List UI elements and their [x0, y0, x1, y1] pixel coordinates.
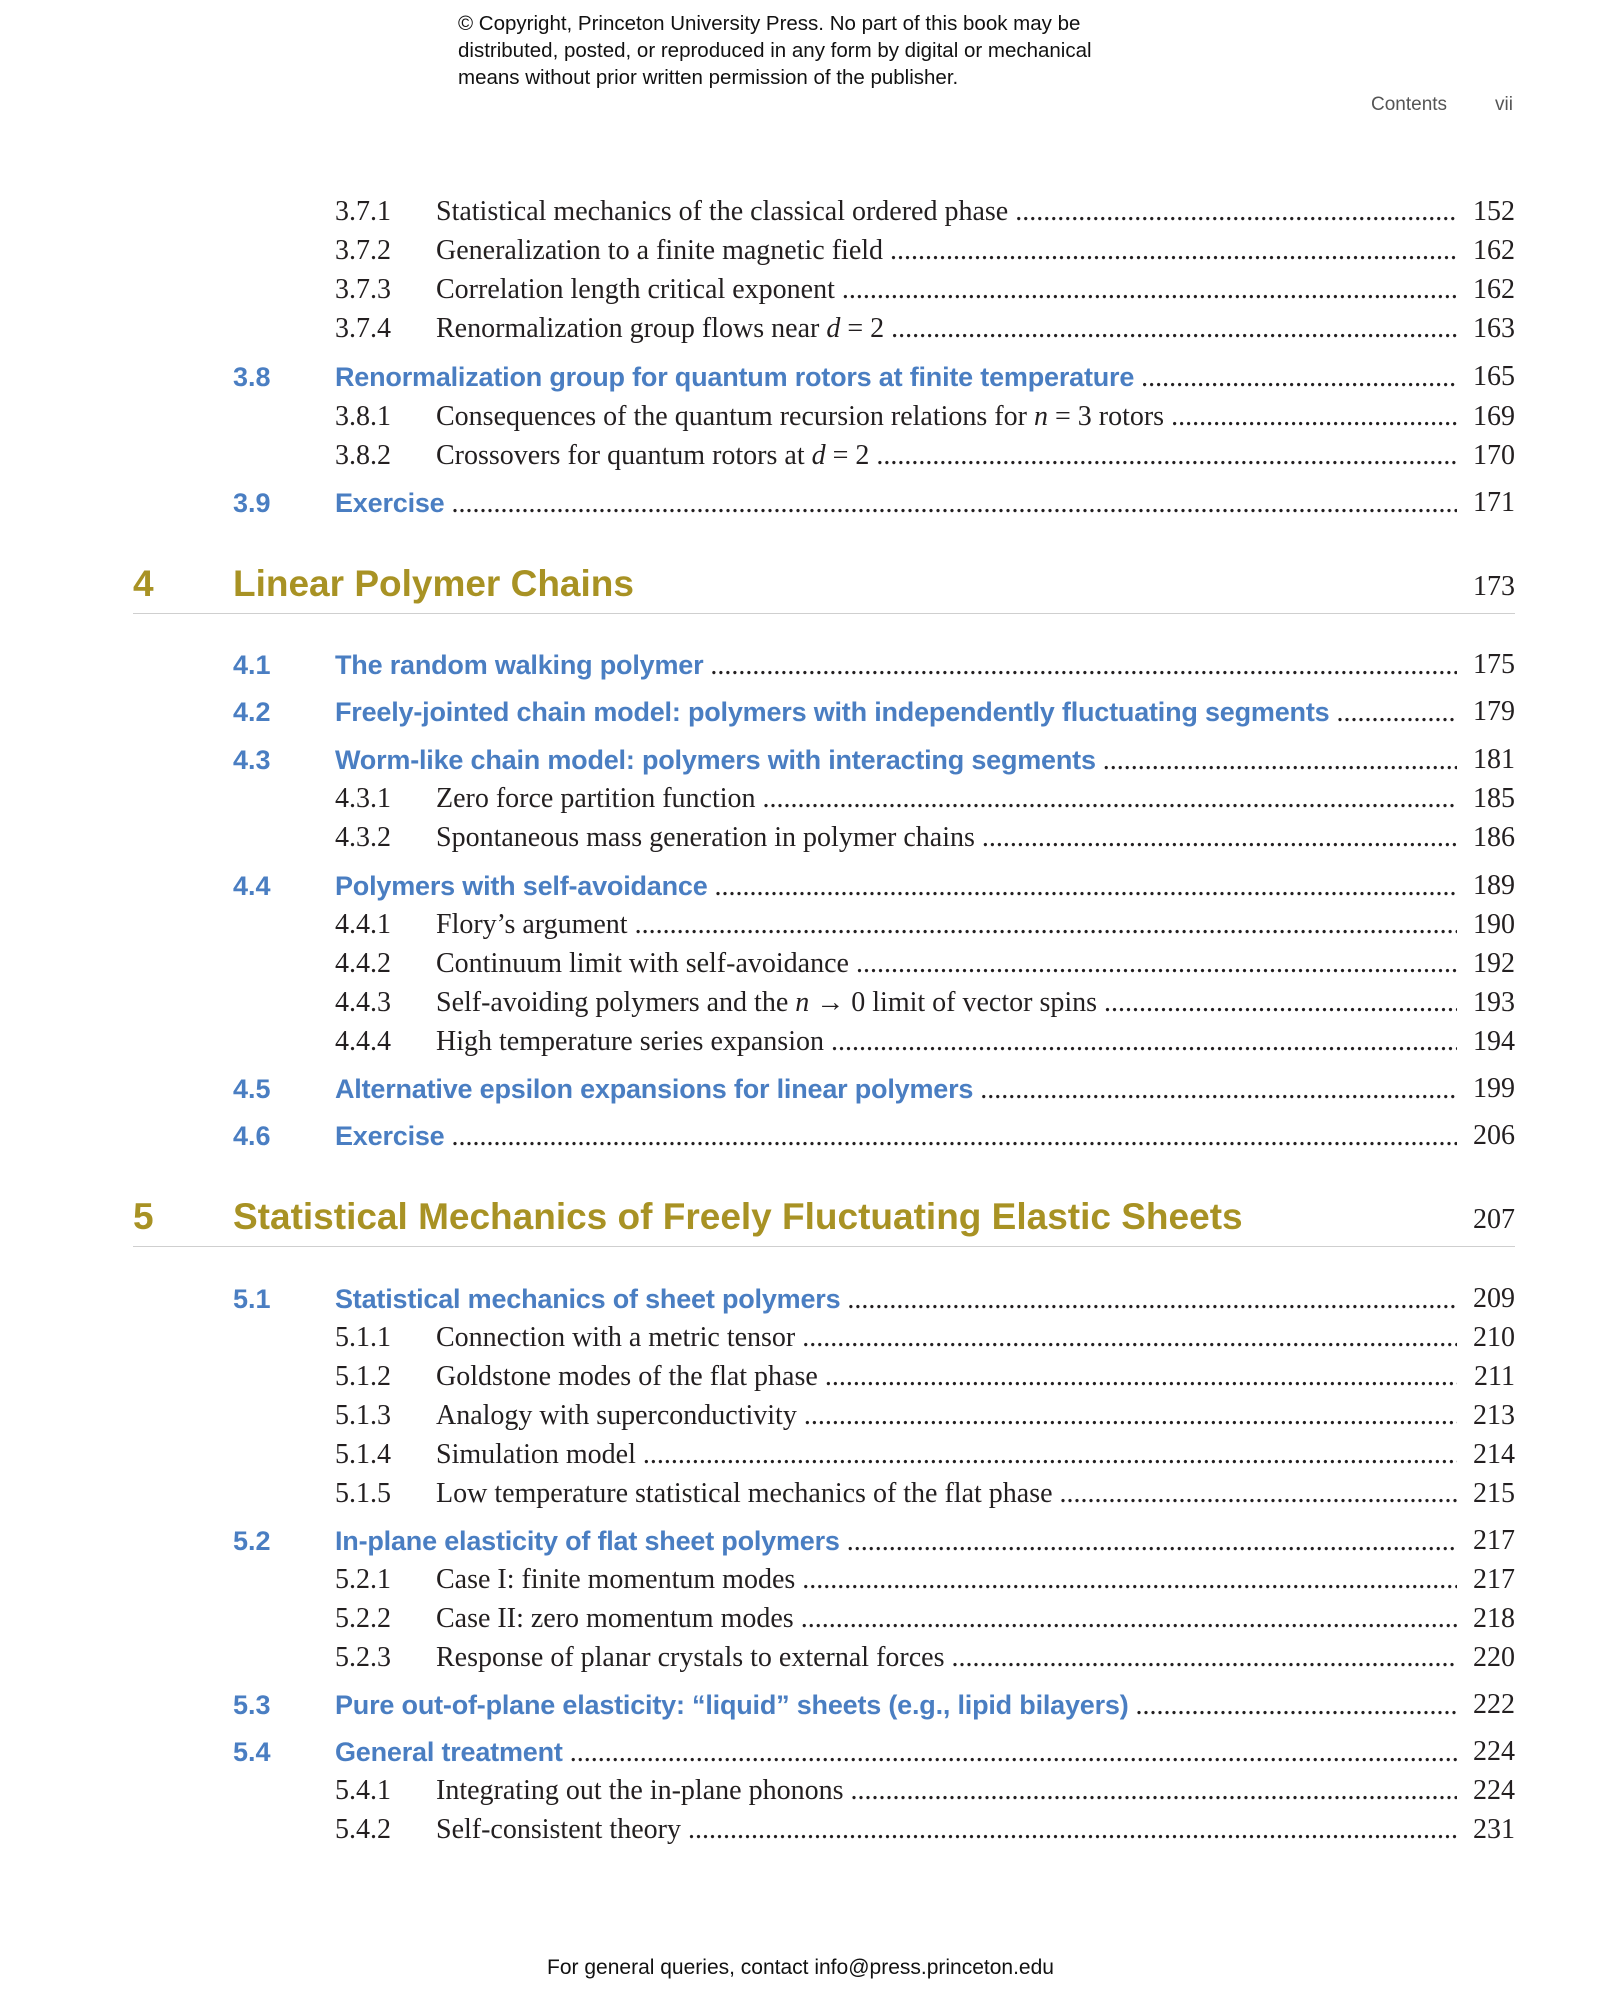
- footer-contact: For general queries, contact info@press.princeton.edu: [547, 1956, 1054, 1979]
- page-ref: 193: [1473, 987, 1515, 1018]
- title-text: → 0 limit of vector spins: [809, 987, 1098, 1018]
- toc-section[interactable]: [233, 1732, 1515, 1772]
- page-ref: 186: [1473, 822, 1515, 853]
- page-ref: 206: [1473, 1120, 1515, 1151]
- section-number: 4.5: [233, 1074, 271, 1104]
- title-text: = 3 rotors: [1047, 401, 1165, 432]
- toc-subsection[interactable]: [335, 1396, 1515, 1436]
- toc-section[interactable]: [233, 1069, 1515, 1109]
- chapter-title: Statistical Mechanics of Freely Fluctuating Elastic Sheets: [233, 1196, 1243, 1237]
- section-title: Exercise .....: [335, 483, 1457, 523]
- subsection-title: Response of planar crystals to external forces .....: [436, 1638, 1457, 1678]
- page-ref: 173: [1473, 571, 1515, 602]
- page-ref: 170: [1473, 440, 1515, 471]
- page-ref: 179: [1473, 696, 1515, 727]
- toc-subsection[interactable]: [335, 436, 1515, 476]
- subsection-title: Connection with a metric tensor .....: [436, 1318, 1457, 1358]
- running-title: Contents: [1371, 94, 1448, 115]
- subsection-number: 5.4.1: [335, 1775, 391, 1806]
- toc-subsection[interactable]: [335, 1771, 1515, 1811]
- section-number: 4.3: [233, 745, 271, 775]
- page-ref: 209: [1473, 1283, 1515, 1314]
- toc-subsection[interactable]: [335, 309, 1515, 349]
- subsection-number: 5.1.3: [335, 1400, 391, 1431]
- toc-subsection[interactable]: [335, 818, 1515, 858]
- subsection-title: Self-consistent theory .....: [436, 1810, 1457, 1850]
- page-ref: 152: [1473, 196, 1515, 227]
- toc-subsection[interactable]: [335, 270, 1515, 310]
- page-number: vii: [1495, 94, 1513, 115]
- section-title: Renormalization group for quantum rotors at finite temperature .....: [335, 357, 1457, 397]
- section-title: Alternative epsilon expansions for linear polymers .....: [335, 1069, 1457, 1109]
- subsection-title: [436, 309, 1457, 349]
- section-title: Freely-jointed chain model: polymers with independently fluctuating segments .....: [335, 692, 1457, 732]
- toc-subsection[interactable]: [335, 1638, 1515, 1678]
- section-number: 4.2: [233, 697, 271, 727]
- section-number: 5.1: [233, 1284, 271, 1314]
- page-ref: 217: [1473, 1564, 1515, 1595]
- subsection-number: 5.4.2: [335, 1814, 391, 1845]
- subsection-title: Spontaneous mass generation in polymer chains .....: [436, 818, 1457, 858]
- page-ref: 211: [1474, 1361, 1515, 1392]
- chapter-number: 5: [133, 1196, 154, 1237]
- page-ref: 194: [1473, 1026, 1515, 1057]
- subsection-number: 4.4.1: [335, 909, 391, 940]
- page-ref: 181: [1473, 744, 1515, 775]
- section-title: The random walking polymer .....: [335, 645, 1457, 685]
- toc-subsection[interactable]: [335, 1474, 1515, 1514]
- toc-subsection[interactable]: [335, 192, 1515, 232]
- subsection-number: 4.4.4: [335, 1026, 391, 1057]
- subsection-title: Statistical mechanics of the classical ordered phase .....: [436, 192, 1457, 232]
- toc-chapter[interactable]: [133, 561, 1515, 614]
- subsection-number: 3.7.4: [335, 313, 391, 344]
- title-text: Self-avoiding polymers and the: [436, 987, 796, 1018]
- subsection-title: Flory’s argument .....: [436, 905, 1457, 945]
- subsection-title: [436, 436, 1457, 476]
- subsection-title: [436, 983, 1457, 1023]
- section-title: In-plane elasticity of flat sheet polymers .....: [335, 1521, 1457, 1561]
- section-number: 5.2: [233, 1526, 271, 1556]
- page-ref: 189: [1473, 870, 1515, 901]
- section-number: 3.8: [233, 362, 271, 392]
- toc-subsection[interactable]: [335, 1810, 1515, 1850]
- math-variable: n: [1033, 401, 1048, 432]
- page-ref: 190: [1473, 909, 1515, 940]
- toc-subsection[interactable]: [335, 1022, 1515, 1062]
- toc-subsection[interactable]: [335, 905, 1515, 945]
- section-title: Statistical mechanics of sheet polymers .....: [335, 1279, 1457, 1319]
- subsection-title: Case II: zero momentum modes .....: [436, 1599, 1457, 1639]
- subsection-number: 5.1.4: [335, 1439, 391, 1470]
- subsection-title: Goldstone modes of the flat phase .....: [436, 1357, 1457, 1397]
- subsection-title: Zero force partition function .....: [436, 779, 1457, 819]
- subsection-title: Case I: finite momentum modes .....: [436, 1560, 1457, 1600]
- subsection-number: 4.3.1: [335, 783, 391, 814]
- toc-subsection[interactable]: [335, 779, 1515, 819]
- subsection-title: Simulation model .....: [436, 1435, 1457, 1475]
- page-ref: 171: [1473, 487, 1515, 518]
- page-ref: 220: [1473, 1642, 1515, 1673]
- toc-section[interactable]: [233, 1521, 1515, 1561]
- chapter-title: Linear Polymer Chains: [233, 563, 634, 604]
- section-title: Pure out-of-plane elasticity: “liquid” sheets (e.g., lipid bilayers) .....: [335, 1685, 1457, 1725]
- page-ref: 231: [1473, 1814, 1515, 1845]
- page-ref: 214: [1473, 1439, 1515, 1470]
- running-head: [1371, 94, 1513, 116]
- section-title: Polymers with self-avoidance .....: [335, 866, 1457, 906]
- toc-subsection[interactable]: [335, 397, 1515, 437]
- section-number: 3.9: [233, 488, 271, 518]
- page-ref: 192: [1473, 948, 1515, 979]
- toc-section[interactable]: [233, 740, 1515, 780]
- page-ref: 165: [1473, 361, 1515, 392]
- math-variable: d: [811, 440, 826, 471]
- math-variable: n: [795, 987, 810, 1018]
- subsection-number: 5.1.1: [335, 1322, 391, 1353]
- section-number: 5.4: [233, 1737, 271, 1767]
- toc-section[interactable]: [233, 1116, 1515, 1156]
- toc-subsection[interactable]: [335, 231, 1515, 271]
- toc-subsection[interactable]: [335, 1318, 1515, 1358]
- subsection-title: High temperature series expansion .....: [436, 1022, 1457, 1062]
- page-ref: 224: [1473, 1736, 1515, 1767]
- subsection-number: 3.7.3: [335, 274, 391, 305]
- toc-subsection[interactable]: [335, 944, 1515, 984]
- toc-section[interactable]: [233, 866, 1515, 906]
- title-text: Crossovers for quantum rotors at: [436, 440, 812, 471]
- toc-section[interactable]: [233, 692, 1515, 732]
- copyright-line: © Copyright, Princeton University Press. No part of this book may be: [458, 12, 1081, 35]
- subsection-number: 3.8.2: [335, 440, 391, 471]
- page-ref: 163: [1473, 313, 1515, 344]
- subsection-number: 4.4.3: [335, 987, 391, 1018]
- page-ref: 217: [1473, 1525, 1515, 1556]
- chapter-number: 4: [133, 563, 154, 604]
- copyright-line: means without prior written permission of the publisher.: [458, 66, 959, 89]
- subsection-number: 4.3.2: [335, 822, 391, 853]
- page-ref: 210: [1473, 1322, 1515, 1353]
- subsection-number: 5.2.1: [335, 1564, 391, 1595]
- title-text: = 2: [840, 313, 885, 344]
- title-text: Consequences of the quantum recursion relations for: [436, 401, 1034, 432]
- page-ref: 207: [1473, 1204, 1515, 1235]
- subsection-number: 5.2.3: [335, 1642, 391, 1673]
- page-ref: 162: [1473, 235, 1515, 266]
- copyright-line: distributed, posted, or reproduced in any form by digital or mechanical: [458, 39, 1092, 62]
- page-ref: 169: [1473, 401, 1515, 432]
- section-title: Exercise .....: [335, 1116, 1457, 1156]
- toc-section[interactable]: [233, 357, 1515, 397]
- toc-subsection[interactable]: [335, 1599, 1515, 1639]
- subsection-number: 5.2.2: [335, 1603, 391, 1634]
- math-variable: d: [826, 313, 841, 344]
- toc-subsection[interactable]: [335, 1357, 1515, 1397]
- page-ref: 162: [1473, 274, 1515, 305]
- subsection-number: 3.8.1: [335, 401, 391, 432]
- subsection-title: Continuum limit with self-avoidance .....: [436, 944, 1457, 984]
- subsection-number: 3.7.1: [335, 196, 391, 227]
- toc-subsection[interactable]: [335, 1435, 1515, 1475]
- toc-subsection[interactable]: [335, 983, 1515, 1023]
- page-ref: 218: [1473, 1603, 1515, 1634]
- copyright-notice: [458, 10, 1178, 91]
- subsection-number: 3.7.2: [335, 235, 391, 266]
- page-ref: 199: [1473, 1073, 1515, 1104]
- page-ref: 213: [1473, 1400, 1515, 1431]
- toc-section[interactable]: [233, 1685, 1515, 1725]
- page-ref: 175: [1473, 649, 1515, 680]
- section-number: 4.4: [233, 871, 271, 901]
- section-title: Worm-like chain model: polymers with interacting segments .....: [335, 740, 1457, 780]
- subsection-number: 4.4.2: [335, 948, 391, 979]
- subsection-title: Integrating out the in-plane phonons .....: [436, 1771, 1457, 1811]
- subsection-title: Analogy with superconductivity .....: [436, 1396, 1457, 1436]
- section-number: 5.3: [233, 1690, 271, 1720]
- subsection-number: 5.1.5: [335, 1478, 391, 1509]
- page-ref: 222: [1473, 1689, 1515, 1720]
- toc-subsection[interactable]: [335, 1560, 1515, 1600]
- page-ref: 185: [1473, 783, 1515, 814]
- toc-chapter[interactable]: [133, 1194, 1515, 1247]
- subsection-title: [436, 397, 1457, 437]
- subsection-title: Correlation length critical exponent .....: [436, 270, 1457, 310]
- title-text: Renormalization group flows near: [436, 313, 827, 344]
- subsection-number: 5.1.2: [335, 1361, 391, 1392]
- section-title: General treatment .....: [335, 1732, 1457, 1772]
- page-ref: 215: [1473, 1478, 1515, 1509]
- toc-section[interactable]: [233, 645, 1515, 685]
- toc-section[interactable]: [233, 1279, 1515, 1319]
- toc-section[interactable]: [233, 483, 1515, 523]
- section-number: 4.1: [233, 650, 271, 680]
- title-text: = 2: [825, 440, 870, 471]
- page-ref: 224: [1473, 1775, 1515, 1806]
- section-number: 4.6: [233, 1121, 271, 1151]
- subsection-title: Low temperature statistical mechanics of the flat phase .....: [436, 1474, 1457, 1514]
- subsection-title: Generalization to a finite magnetic field .....: [436, 231, 1457, 271]
